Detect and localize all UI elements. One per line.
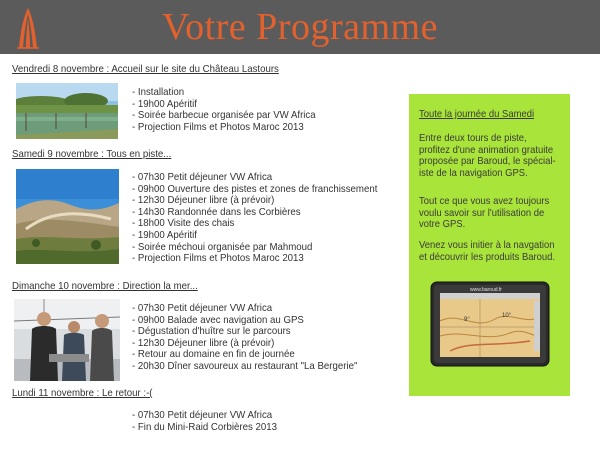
tablet-brand: www.baroud.fr (470, 287, 502, 293)
photo-group-people (14, 299, 120, 381)
map-label: 10° (502, 313, 512, 319)
list-item: - 07h30 Petit déjeuner VW Africa (132, 302, 273, 314)
list-item: - Soirée barbecue organisée par VW Africa (132, 109, 316, 122)
list-item: - Retour au domaine en fin de journée (132, 348, 295, 361)
sunday-items (132, 303, 357, 373)
list-item: - 20h30 Dîner savoureux au restaurant "La Bergerie" (132, 359, 358, 372)
list-item: - 07h30 Petit déjeuner VW Africa (132, 409, 273, 421)
gps-tablet-image (430, 281, 550, 367)
list-item: - Dégustation d'huître sur le parcours (132, 325, 291, 338)
sidebar-paragraph-1: Entre deux tours de piste, profitez d'une animation gratuite proposée par Baroud, le spécial- iste de la navigation GPS. (419, 132, 556, 179)
friday-items (132, 87, 316, 133)
list-item: - 12h30 Déjeuner libre (à prévoir) (132, 336, 275, 349)
list-item: - Projection Films et Photos Maroc 2013 (132, 120, 304, 133)
map-label: 9° (464, 317, 470, 323)
list-item: - 12h30 Déjeuner libre (à prévoir) (132, 194, 275, 207)
sidebar-paragraph-3: Venez vous initier à la navgation et découvrir les produits Baroud. (419, 239, 556, 263)
list-item: - Soirée méchoui organisée par Mahmoud (132, 240, 313, 253)
list-item: - 09h00 Balade avec navigation au GPS (132, 313, 304, 326)
list-item: - 19h00 Apéritif (132, 228, 197, 241)
list-item: - 18h00 Visite des chais (132, 217, 235, 230)
list-item: - Installation (132, 86, 185, 98)
photo-chateau-site (16, 83, 118, 139)
list-item: - 09h00 Ouverture des pistes et zones de franchissement (132, 182, 378, 195)
page-title: Votre Programme (162, 6, 438, 48)
list-item: - 19h00 Apéritif (132, 97, 197, 110)
list-item: - 07h30 Petit déjeuner VW Africa (132, 171, 273, 183)
photo-offroad-track (16, 169, 119, 264)
day-heading-monday: Lundi 11 novembre : Le retour :-( (12, 387, 153, 399)
sidebar-paragraph-2: Tout ce que vous avez toujours voulu savoir sur l'utilisation de votre GPS. (419, 195, 550, 231)
day-heading-friday: Vendredi 8 novembre : Accueil sur le site du Château Lastours (12, 63, 279, 75)
sidebar-heading: Toute la journée du Samedi (419, 108, 535, 120)
day-heading-saturday: Samedi 9 novembre : Tous en piste... (12, 148, 172, 160)
header-bar (0, 0, 600, 54)
saturday-items (132, 172, 377, 265)
day-heading-sunday: Dimanche 10 novembre : Direction la mer... (12, 280, 198, 292)
list-item: - Fin du Mini-Raid Corbières 2013 (132, 420, 277, 433)
list-item: - Projection Films et Photos Maroc 2013 (132, 252, 304, 265)
monday-items (132, 410, 277, 433)
list-item: - 14h30 Randonnée dans les Corbières (132, 205, 301, 218)
